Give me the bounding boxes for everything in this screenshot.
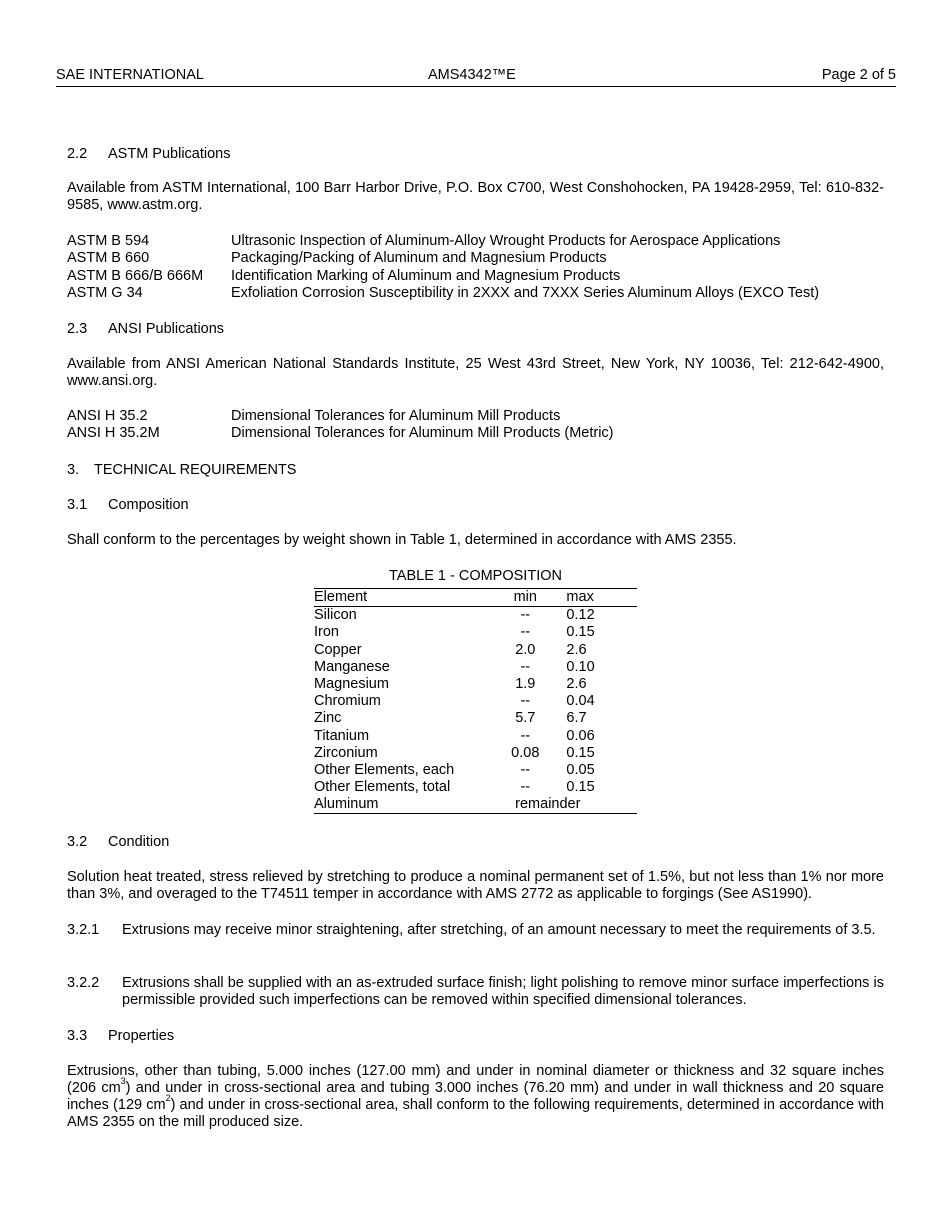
condition-paragraph: Solution heat treated, stress relieved by stretching to produce a nominal permanent set of 1.5%, but not less than 1% nor more than 3%, and overaged to the T74511 temper in accordance with AMS 2772 as applicable to forgings (See AS1990).: [67, 869, 884, 902]
element-cell: Silicon: [314, 607, 357, 624]
subsection-number: 3.2.1: [67, 922, 100, 938]
section-number: 3.1: [67, 497, 88, 513]
min-cell: --: [520, 658, 531, 675]
max-cell: 0.06: [566, 727, 595, 744]
section-title: Properties: [108, 1028, 175, 1044]
section-heading-2-3: [67, 320, 224, 338]
astm-availability-paragraph: Available from ASTM International, 100 Barr Harbor Drive, P.O. Box C700, West Conshohocken, PA 19428-2959, Tel: 610-832-9585, www.astm.org.: [67, 180, 884, 213]
table-row: [314, 745, 637, 762]
reference-title: Dimensional Tolerances for Aluminum Mill Products: [231, 408, 561, 424]
table-row: [314, 762, 637, 779]
table-row: [314, 659, 637, 676]
table-row: [314, 693, 637, 710]
max-cell: 0.15: [566, 744, 595, 761]
reference-code: ASTM B 594: [67, 233, 150, 249]
reference-code: ANSI H 35.2M: [67, 425, 160, 442]
reference-code: ASTM B 660: [67, 250, 150, 267]
table-row: [314, 796, 637, 814]
min-cell: 0.08: [511, 744, 540, 761]
column-header-max: max: [554, 589, 637, 607]
reference-row: [67, 425, 897, 442]
table-row: [314, 676, 637, 693]
remainder-cell: remainder: [515, 796, 581, 813]
table-row: [314, 642, 637, 659]
section-title: TECHNICAL REQUIREMENTS: [94, 462, 297, 478]
min-cell: --: [520, 727, 531, 744]
column-header-element: Element: [314, 589, 496, 607]
reference-title: Exfoliation Corrosion Susceptibility in 2XXX and 7XXX Series Aluminum Alloys (EXCO Test): [231, 284, 820, 301]
reference-row: [67, 408, 897, 425]
min-cell: 1.9: [515, 676, 536, 693]
max-cell: 0.04: [566, 693, 595, 710]
table-title: TABLE 1 - COMPOSITION: [389, 568, 562, 584]
min-cell: --: [520, 761, 531, 778]
min-cell: 5.7: [515, 710, 536, 727]
section-number: 2.3: [67, 321, 88, 337]
element-cell: Zinc: [314, 710, 342, 727]
min-cell: --: [520, 607, 531, 624]
section-title: ASTM Publications: [108, 146, 231, 162]
header-document-number: AMS4342™E: [428, 67, 516, 83]
max-cell: 0.10: [566, 658, 595, 675]
element-cell: Manganese: [314, 658, 390, 675]
section-number: 2.2: [67, 146, 88, 162]
reference-title: Dimensional Tolerances for Aluminum Mill Products (Metric): [231, 425, 614, 442]
subsection-3-2-1: [67, 922, 884, 939]
astm-reference-list: [67, 233, 897, 302]
element-cell: Magnesium: [314, 676, 389, 693]
properties-text-part: ) and under in cross-sectional area and tubing 3.000 inches (76.20 mm) and under in wall thickness and 20 square inches (129 cm: [67, 1080, 885, 1113]
section-number: 3.: [67, 462, 80, 478]
page-header: [56, 66, 896, 87]
element-cell: Other Elements, each: [314, 761, 455, 778]
properties-paragraph: [67, 1063, 884, 1131]
header-page-number: Page 2 of 5: [821, 67, 896, 83]
reference-row: [67, 250, 897, 267]
properties-text-part: ) and under in cross-sectional area, shall conform to the following requirements, determined in accordance with AMS 2355 on the mill produced size.: [67, 1097, 884, 1130]
min-cell: --: [520, 693, 531, 710]
superscript-cubed: 3: [120, 1076, 126, 1087]
reference-title: Packaging/Packing of Aluminum and Magnesium Products: [231, 250, 607, 267]
composition-paragraph: Shall conform to the percentages by weight shown in Table 1, determined in accordance with AMS 2355.: [67, 532, 737, 548]
element-cell: Aluminum: [314, 796, 379, 813]
properties-text-part: Extrusions, other than tubing, 5.000 inches (127.00 mm) and under in nominal diameter or thickness and 32 square inches (206 cm: [67, 1063, 884, 1096]
table-row: [314, 779, 637, 796]
max-cell: 0.15: [566, 624, 595, 641]
subsection-text: Extrusions may receive minor straightening, after stretching, of an amount necessary to meet the requirements of 3.5.: [122, 922, 876, 938]
max-cell: 2.6: [566, 676, 587, 693]
ansi-reference-list: [67, 408, 897, 443]
max-cell: 0.15: [566, 779, 595, 796]
min-cell: --: [520, 624, 531, 641]
section-heading-3-1: [67, 496, 189, 514]
section-number: 3.3: [67, 1028, 88, 1044]
column-header-min: min: [496, 589, 554, 607]
table-row: [314, 624, 637, 641]
max-cell: 0.05: [566, 761, 595, 778]
table-header-row: [314, 589, 637, 607]
table-row: [314, 607, 637, 625]
ansi-availability-paragraph: Available from ANSI American National Standards Institute, 25 West 43rd Street, New York, NY 10036, Tel: 212-642-4900, www.ansi.org.: [67, 356, 884, 389]
reference-row: [67, 285, 897, 302]
subsection-text: Extrusions shall be supplied with an as-extruded surface finish; light polishing to remove minor surface imperfections is permissible provided such imperfections can be removed within specified dimensional tolerances.: [122, 975, 884, 1008]
composition-table: [314, 588, 637, 814]
reference-row: [67, 268, 897, 285]
reference-title: Identification Marking of Aluminum and Magnesium Products: [231, 267, 621, 284]
section-heading-3-3: [67, 1027, 174, 1045]
element-cell: Iron: [314, 624, 339, 641]
element-cell: Copper: [314, 641, 362, 658]
section-heading-3-2: [67, 833, 169, 851]
superscript-squared: 2: [165, 1093, 171, 1104]
section-title: Composition: [108, 497, 189, 513]
section-heading-3: [67, 461, 296, 479]
element-cell: Zirconium: [314, 744, 378, 761]
table-row: [314, 728, 637, 745]
subsection-3-2-2: [67, 975, 884, 1009]
max-cell: 0.12: [566, 607, 595, 624]
element-cell: Other Elements, total: [314, 779, 451, 796]
subsection-number: 3.2.2: [67, 975, 100, 991]
max-cell: 6.7: [566, 710, 587, 727]
reference-code: ASTM G 34: [67, 284, 143, 301]
section-title: Condition: [108, 834, 170, 850]
reference-code: ASTM B 666/B 666M: [67, 267, 204, 284]
section-heading-2-2: [67, 145, 231, 163]
min-cell: 2.0: [515, 641, 536, 658]
min-cell: --: [520, 779, 531, 796]
table-row: [314, 710, 637, 727]
max-cell: 2.6: [566, 641, 587, 658]
section-number: 3.2: [67, 834, 88, 850]
element-cell: Titanium: [314, 727, 370, 744]
reference-row: [67, 233, 897, 250]
reference-title: Ultrasonic Inspection of Aluminum-Alloy Wrought Products for Aerospace Applications: [231, 233, 781, 249]
element-cell: Chromium: [314, 693, 381, 710]
header-organization: SAE INTERNATIONAL: [56, 67, 204, 83]
reference-code: ANSI H 35.2: [67, 408, 148, 424]
section-title: ANSI Publications: [108, 321, 225, 337]
